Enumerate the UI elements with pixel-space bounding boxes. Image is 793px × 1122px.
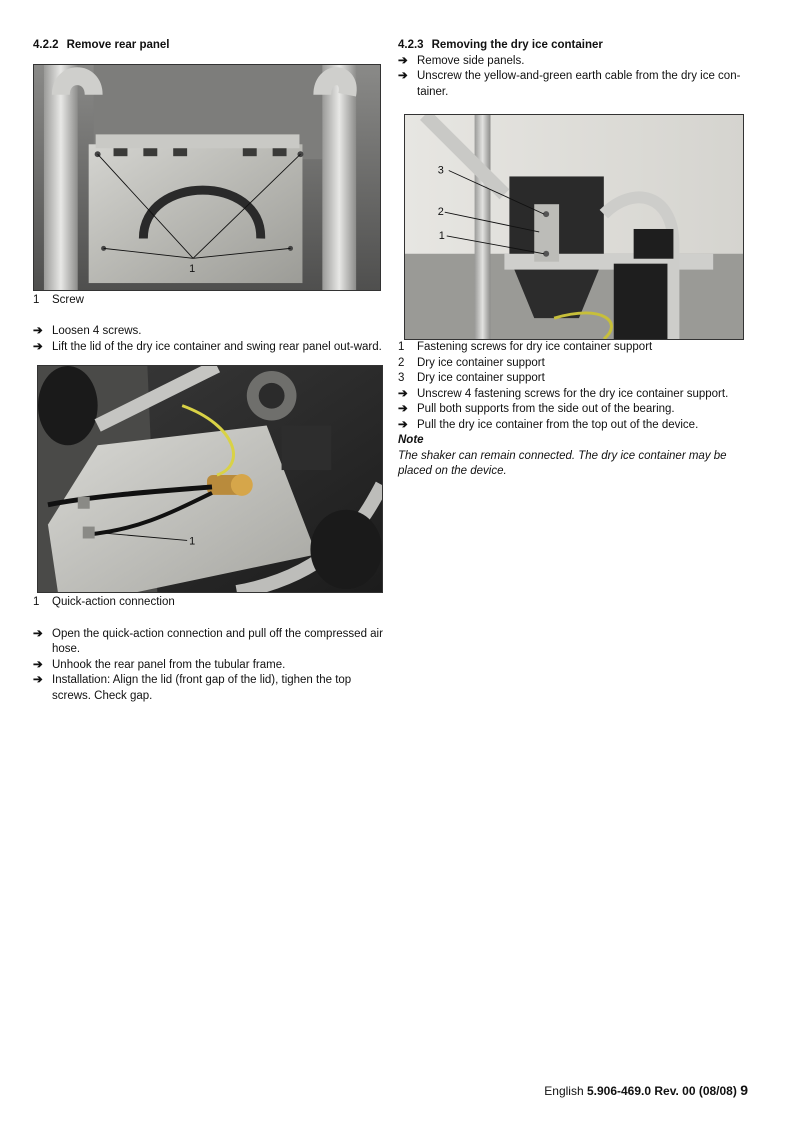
legend-text: Dry ice container support [417,356,545,369]
step-text: Pull the dry ice container from the top out of the device. [417,418,699,431]
step-item [398,54,748,70]
arrow-right-icon: ➔ [398,403,408,415]
legend-item [398,356,748,372]
page-number: 9 [740,1082,748,1098]
callout-1: 1 [189,535,196,548]
photo-quick-action-connection [37,365,383,593]
callout-1: 1 [189,262,196,275]
steps-list-3 [398,54,748,101]
callout-1: 1 [438,229,445,242]
step-item [33,673,383,704]
section-number: 4.2.2 [33,39,59,51]
step-item [33,340,383,356]
legend-item [33,595,383,611]
figure2-legend [33,595,383,611]
arrow-right-icon: ➔ [33,627,43,640]
step-item [398,402,748,418]
arrow-right-icon: ➔ [398,418,408,431]
note-block [398,433,748,480]
steps-list-4 [398,387,748,434]
arrow-right-icon: ➔ [33,674,43,686]
note-text: The shaker can remain connected. The dry ice container may be placed on the device. [398,449,727,477]
figure1-legend [33,293,383,309]
step-text: Loosen 4 screws. [52,325,142,337]
step-text: Open the quick-action connection and pull off the compressed air hose. [52,627,383,655]
legend-number: 2 [398,356,405,369]
callout-2: 2 [437,206,444,219]
step-text: Unscrew the yellow-and-green earth cable from the dry ice con-tainer. [417,70,741,98]
photo-dry-ice-container [404,114,744,340]
note-title: Note [398,434,424,446]
legend-number: 3 [398,372,405,384]
step-text: Remove side panels. [417,54,525,67]
arrow-right-icon: ➔ [33,325,43,337]
step-text: Pull both supports from the side out of the bearing. [417,403,675,415]
section-title: Removing the dry ice container [431,39,603,51]
arrow-right-icon: ➔ [33,340,43,353]
legend-text: Screw [52,293,84,306]
legend-text: Dry ice container support [417,372,545,384]
legend-number: 1 [398,341,405,353]
step-text: Lift the lid of the dry ice container and swing rear panel out-ward. [52,340,382,353]
legend-text: Quick-action connection [52,596,175,608]
step-item [398,418,748,434]
legend-item [398,340,748,356]
photo-rear-panel [33,64,381,291]
step-item [33,627,383,658]
page-footer [544,1083,748,1100]
footer-language: English [544,1084,584,1098]
arrow-right-icon: ➔ [398,387,408,400]
arrow-right-icon: ➔ [398,70,408,82]
step-text: Unhook the rear panel from the tubular frame. [52,658,286,671]
step-text: Unscrew 4 fastening screws for the dry ice container support. [417,387,729,400]
left-column [33,38,383,704]
callout-3: 3 [437,164,444,177]
legend-item [33,293,383,309]
step-item [33,324,383,340]
figure3-legend [398,340,748,387]
arrow-right-icon: ➔ [33,658,43,671]
legend-text: Fastening screws for dry ice container support [417,341,653,353]
section-heading-4-2-3 [398,38,748,54]
legend-number: 1 [33,596,40,608]
step-text: Installation: Align the lid (front gap of the lid), tighen the top screws. Check gap. [52,674,352,702]
section-heading-4-2-2 [33,38,383,54]
right-column [398,38,748,480]
legend-item [398,371,748,387]
arrow-right-icon: ➔ [398,54,408,67]
step-item [398,387,748,403]
footer-doc-number: 5.906-469.0 Rev. 00 (08/08) [586,1084,737,1098]
steps-list-2 [33,627,383,705]
step-item [398,69,748,100]
section-number: 4.2.3 [398,39,424,51]
section-title: Remove rear panel [66,39,170,51]
steps-list-1 [33,324,383,355]
step-item [33,658,383,674]
legend-number: 1 [33,293,40,306]
